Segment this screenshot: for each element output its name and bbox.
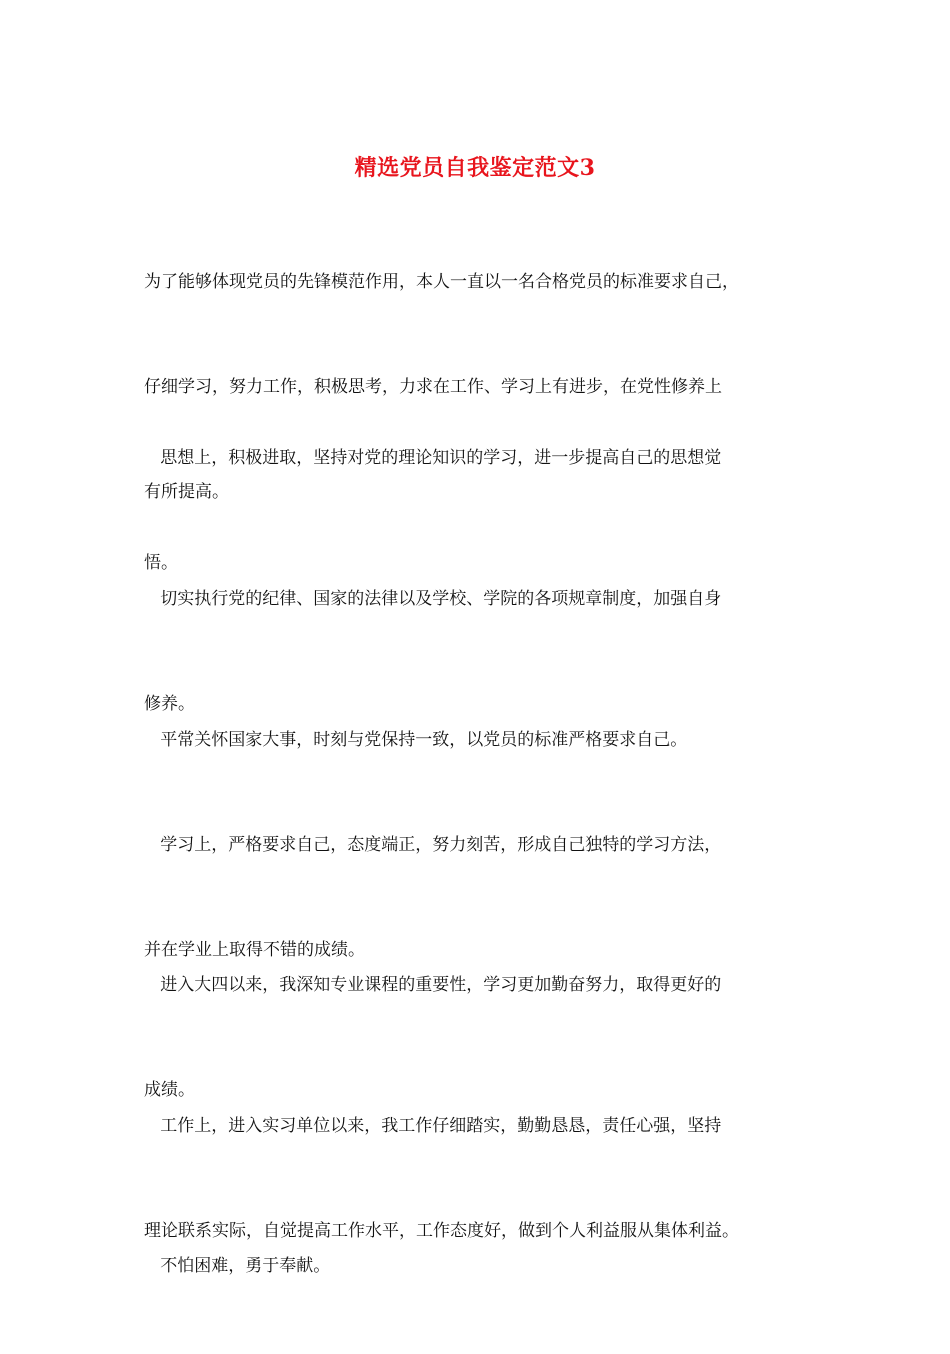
paragraph-line: 不怕困难，勇于奉献。	[144, 1256, 331, 1276]
paragraph-line: 悟。	[144, 553, 178, 573]
paragraph-line: 有所提高。	[144, 482, 229, 502]
paragraph-line: 仔细学习，努力工作，积极思考，力求在工作、学习上有进步，在党性修养上	[144, 377, 722, 397]
paragraph-line: 切实执行党的纪律、国家的法律以及学校、学院的各项规章制度，加强自身	[144, 589, 722, 609]
paragraph-line: 为了能够体现党员的先锋模范作用，本人一直以一名合格党员的标准要求自己，	[144, 272, 739, 292]
paragraph-line: 成绩。	[144, 1080, 195, 1100]
paragraph-line: 思想上，积极进取，坚持对党的理论知识的学习，进一步提高自己的思想觉	[144, 448, 722, 468]
paragraph-line: 工作上，进入实习单位以来，我工作仔细踏实，勤勤恳恳，责任心强，坚持	[144, 1116, 722, 1136]
paragraph-line: 并在学业上取得不错的成绩。	[144, 940, 365, 960]
paragraph-line: 修养。	[144, 694, 195, 714]
paragraph-dedication	[144, 1179, 812, 1354]
paragraph-line: 进入大四以来，我深知专业课程的重要性，学习更加勤奋努力，取得更好的	[144, 975, 722, 995]
document-title: 精选党员自我鉴定范文3	[354, 155, 596, 181]
paragraph-line: 学习上，严格要求自己，态度端正，努力刻苦，形成自己独特的学习方法，	[144, 835, 722, 855]
paragraph-line: 理论联系实际，自觉提高工作水平，工作态度好，做到个人利益服从集体利益。	[144, 1221, 739, 1241]
paragraph-line: 平常关怀国家大事，时刻与党保持一致，以党员的标准严格要求自己。	[144, 730, 688, 750]
